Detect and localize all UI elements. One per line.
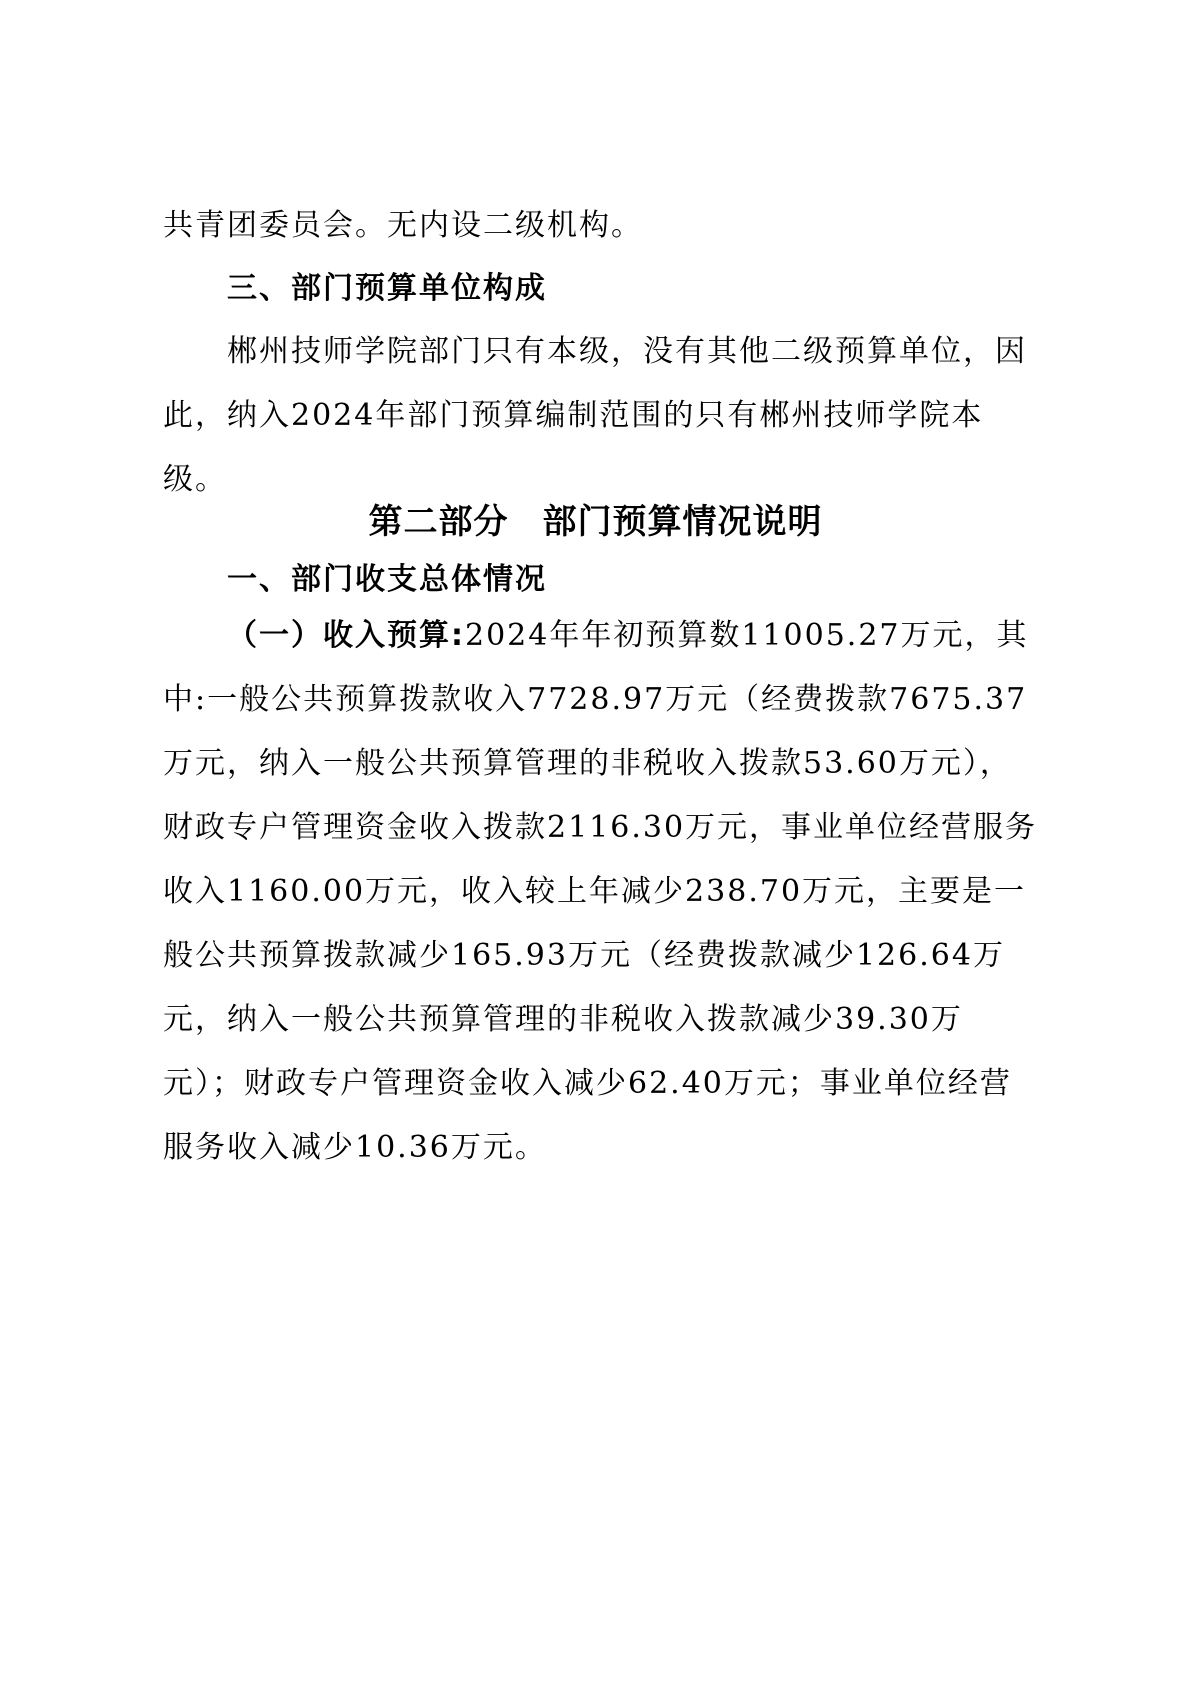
paragraph-budget-units bbox=[163, 320, 1043, 512]
paragraph-budget-units-text: 郴州技师学院部门只有本级，没有其他二级预算单位，因此，纳入2024年部门预算编制范围的只有郴州技师学院本级。 bbox=[163, 334, 1027, 497]
part-two-title bbox=[0, 494, 1191, 543]
section-heading-overall bbox=[163, 548, 1043, 612]
income-budget-label: （一）收入预算: bbox=[227, 618, 465, 653]
part-two-title-right: 部门预算情况说明 bbox=[542, 502, 823, 542]
part-two-title-left: 第二部分 bbox=[368, 502, 509, 542]
section-heading-budget-units bbox=[163, 257, 1043, 321]
section-heading-overall-text: 一、部门收支总体情况 bbox=[227, 562, 547, 597]
paragraph-continuation-text: 共青团委员会。无内设二级机构。 bbox=[163, 208, 643, 243]
paragraph-income-budget bbox=[163, 604, 1043, 1180]
income-budget-text: 2024年年初预算数11005.27万元，其中:一般公共预算拨款收入7728.97万元（经费拨款7675.37万元，纳入一般公共预算管理的非税收入拨款53.60万元），财政专户管理资金收入拨款2116.30万元，事业单位经营服务收入1160.00万元，收入较上年减少238.70万元，主要是一般公共预算拨款减少165.93万元（经费拨款减少126.64万元，纳入一般公共预算管理的非税收入拨款减少39.30万元）；财政专户管理资金收入减少62.40万元；事业单位经营服务收入减少10.36万元。 bbox=[163, 618, 1038, 1165]
section-heading-budget-units-text: 三、部门预算单位构成 bbox=[227, 271, 547, 306]
paragraph-continuation bbox=[163, 194, 1043, 258]
